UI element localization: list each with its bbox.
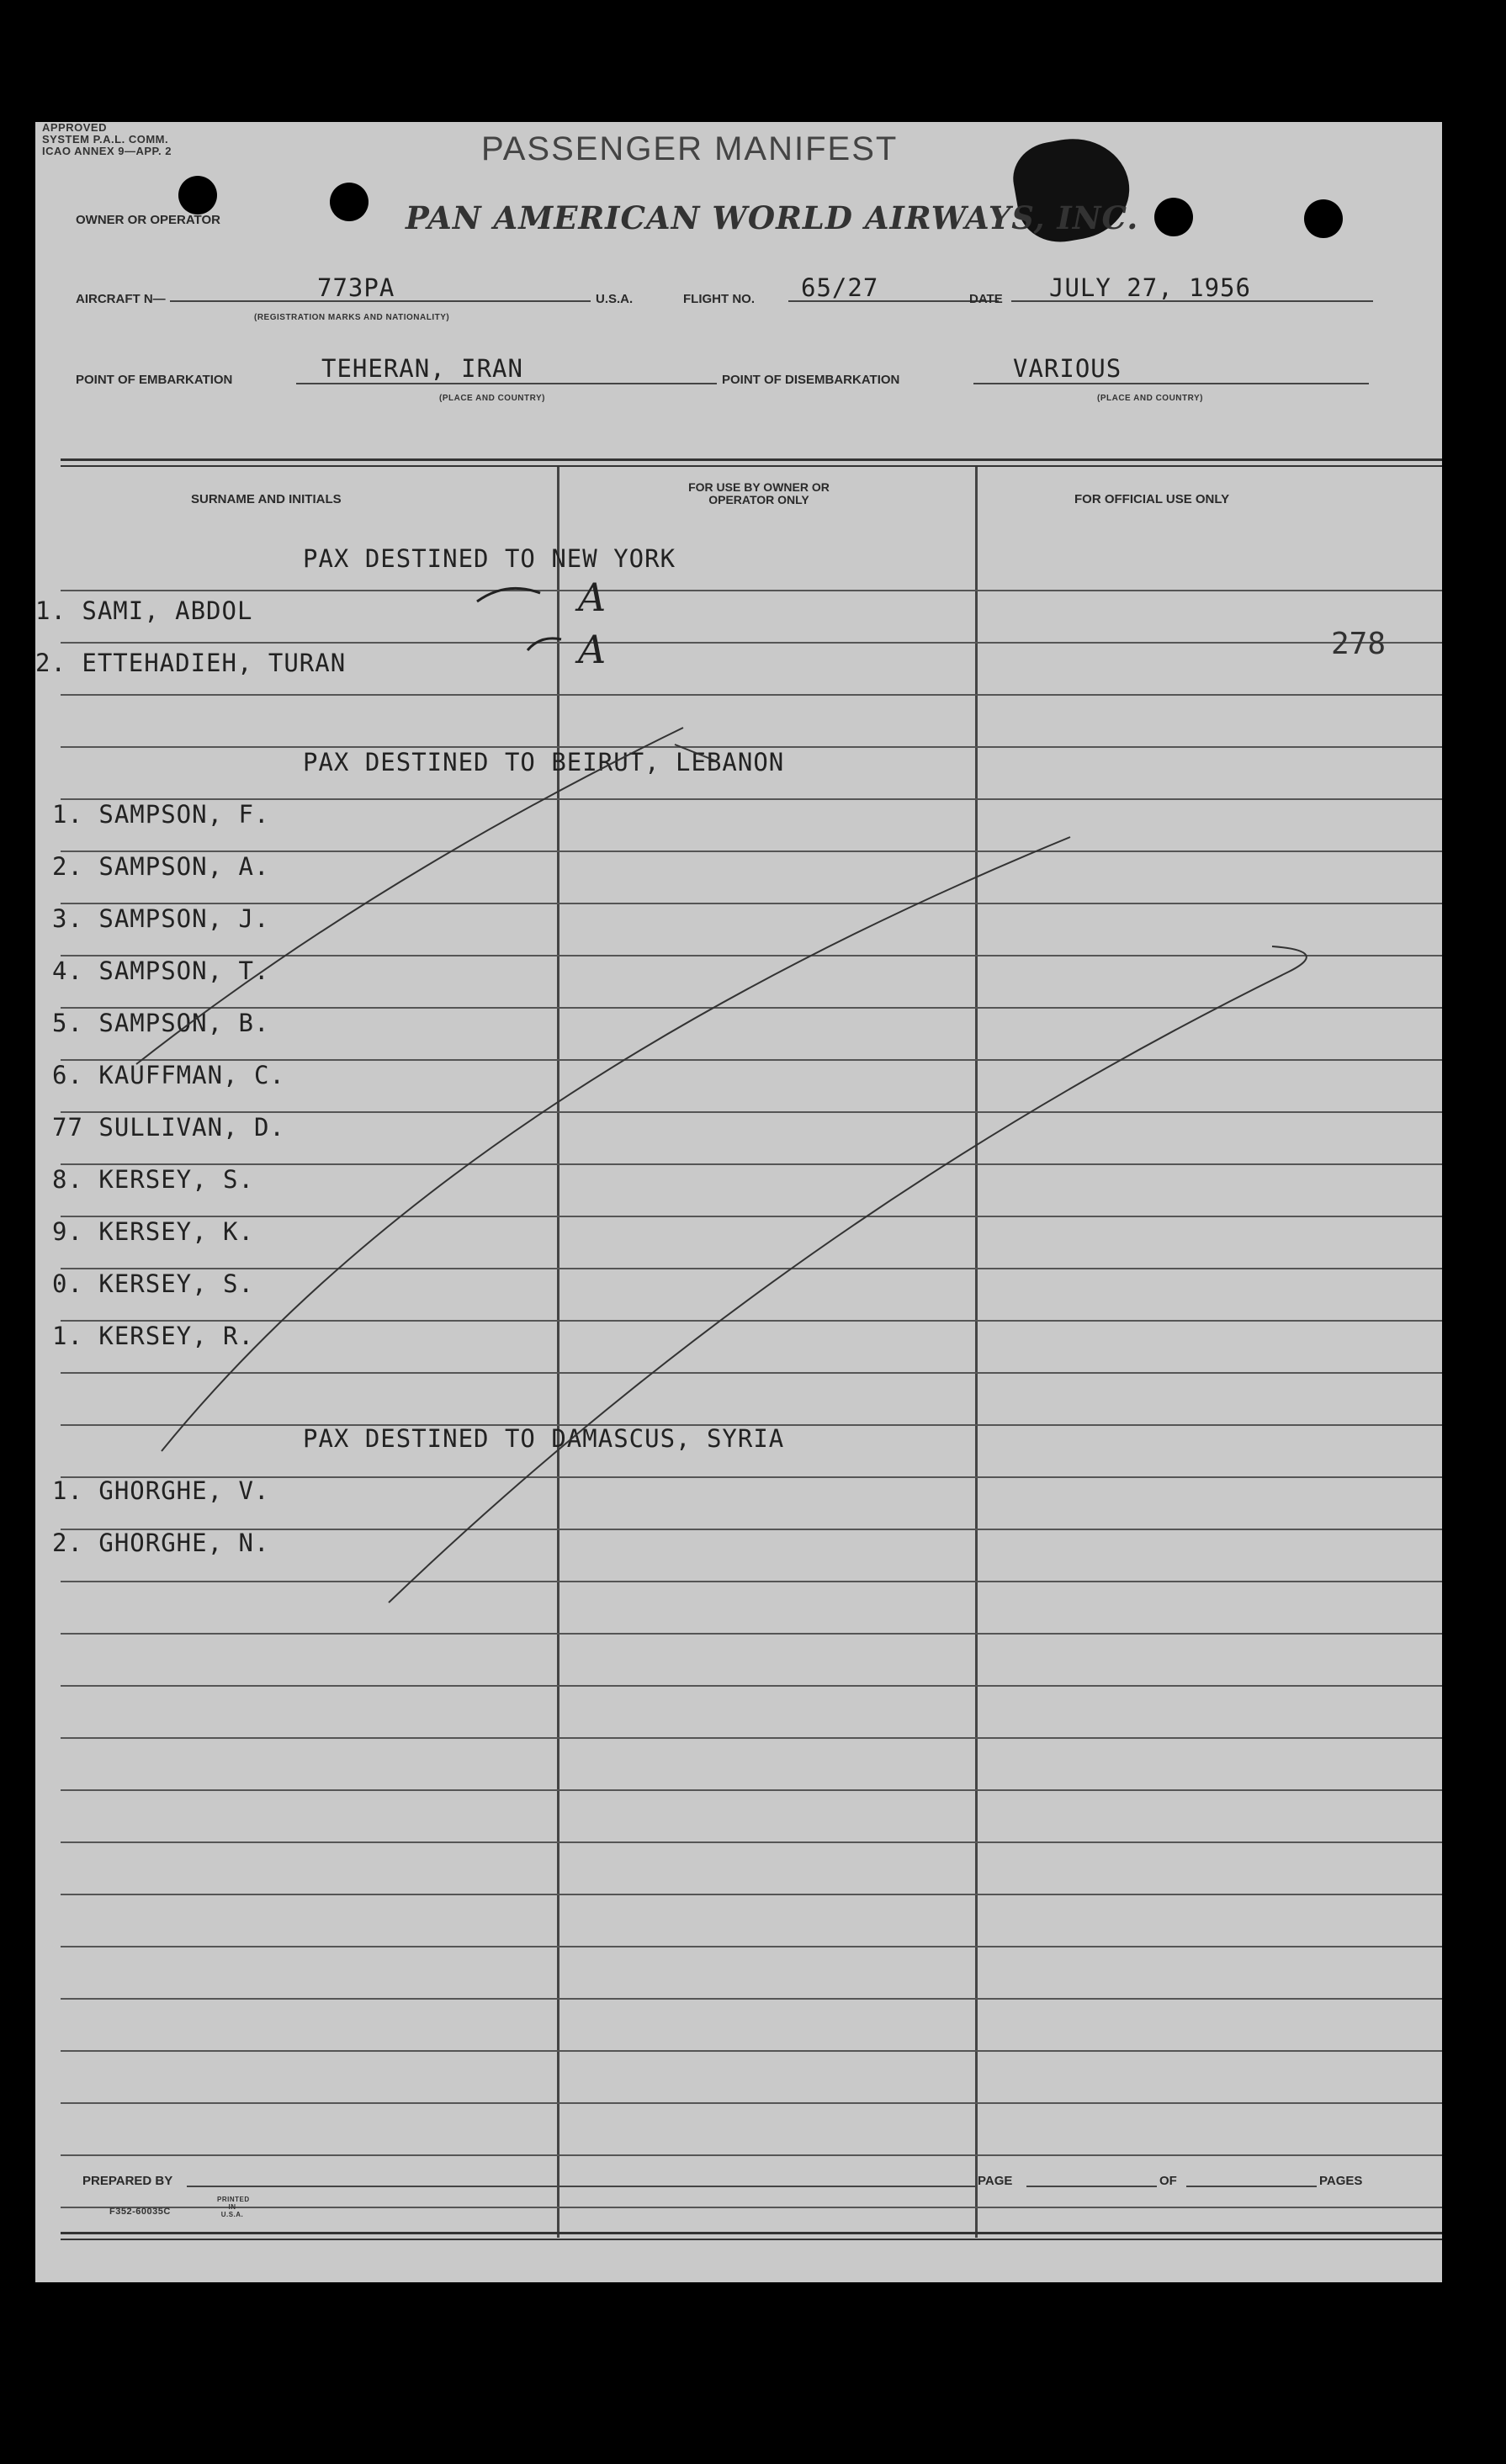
of-line bbox=[1186, 2186, 1317, 2187]
owner-label: OWNER OR OPERATOR bbox=[76, 213, 220, 227]
list-item: 1. SAMPSON, F. bbox=[52, 800, 270, 829]
approval-line: ICAO ANNEX 9—APP. 2 bbox=[42, 145, 172, 157]
date-label: DATE bbox=[969, 292, 1003, 306]
embark-value: TEHERAN, IRAN bbox=[321, 354, 523, 383]
official-note: 278 bbox=[1331, 627, 1387, 661]
list-item: 77 SULLIVAN, D. bbox=[52, 1113, 285, 1142]
col-surname: SURNAME AND INITIALS bbox=[191, 492, 342, 506]
aircraft-value: 773PA bbox=[317, 273, 395, 302]
list-item: 9. KERSEY, K. bbox=[52, 1217, 254, 1246]
list-item: 5. SAMPSON, B. bbox=[52, 1009, 270, 1037]
registration-caption: (REGISTRATION MARKS AND NATIONALITY) bbox=[254, 313, 450, 322]
list-item: 1. SAMI, ABDOL bbox=[35, 596, 253, 625]
of-label: OF bbox=[1159, 2174, 1177, 2188]
check-mark: A bbox=[578, 627, 607, 672]
approval-line: APPROVED bbox=[42, 121, 107, 134]
disembark-value: VARIOUS bbox=[1013, 354, 1122, 383]
table-bottom-rule bbox=[61, 2239, 1442, 2240]
list-item: 2. SAMPSON, A. bbox=[52, 852, 270, 881]
prepared-by-line bbox=[187, 2186, 978, 2187]
date-value: JULY 27, 1956 bbox=[1049, 273, 1251, 302]
flight-label: FLIGHT NO. bbox=[683, 292, 755, 306]
page-label: PAGE bbox=[978, 2174, 1013, 2188]
group-heading: PAX DESTINED TO BEIRUT, LEBANON bbox=[303, 748, 785, 776]
list-item: 8. KERSEY, S. bbox=[52, 1165, 254, 1194]
list-item: 0. KERSEY, S. bbox=[52, 1269, 254, 1298]
list-item: 1. GHORGHE, V. bbox=[52, 1476, 270, 1505]
form-code: F352-60035C bbox=[109, 2207, 171, 2217]
embark-caption: (PLACE AND COUNTRY) bbox=[439, 394, 545, 403]
manifest-sheet bbox=[35, 122, 1442, 2282]
prepared-by-label: PREPARED BY bbox=[82, 2174, 173, 2188]
list-item: 2. ETTEHADIEH, TURAN bbox=[35, 649, 347, 677]
usa-label: U.S.A. bbox=[596, 292, 634, 306]
table-bottom-rule bbox=[61, 2232, 1442, 2234]
page-line bbox=[1026, 2186, 1157, 2187]
list-item: 6. KAUFFMAN, C. bbox=[52, 1061, 285, 1089]
operator-name: PAN AMERICAN WORLD AIRWAYS, INC. bbox=[406, 199, 1139, 236]
list-item: 4. SAMPSON, T. bbox=[52, 956, 270, 985]
aircraft-label: AIRCRAFT N— bbox=[76, 292, 166, 306]
list-item: 1. KERSEY, R. bbox=[52, 1322, 254, 1350]
approval-line: SYSTEM P.A.L. COMM. bbox=[42, 133, 169, 146]
col-official-use: FOR OFFICIAL USE ONLY bbox=[1074, 492, 1230, 506]
disembark-caption: (PLACE AND COUNTRY) bbox=[1097, 394, 1203, 403]
disembark-label: POINT OF DISEMBARKATION bbox=[722, 373, 900, 387]
group-heading: PAX DESTINED TO DAMASCUS, SYRIA bbox=[303, 1424, 785, 1453]
pages-label: PAGES bbox=[1319, 2174, 1363, 2188]
check-mark: A bbox=[578, 575, 607, 620]
col-owner-use: FOR USE BY OWNER OR OPERATOR ONLY bbox=[688, 480, 830, 506]
list-item: 3. SAMPSON, J. bbox=[52, 904, 270, 933]
printed-stamp: PRINTED IN U.S.A. bbox=[217, 2196, 250, 2218]
pen-strokes bbox=[35, 122, 1442, 2282]
embark-label: POINT OF EMBARKATION bbox=[76, 373, 233, 387]
form-title: PASSENGER MANIFEST bbox=[481, 130, 899, 167]
flight-value: 65/27 bbox=[801, 273, 879, 302]
group-heading: PAX DESTINED TO NEW YORK bbox=[303, 544, 676, 573]
list-item: 2. GHORGHE, N. bbox=[52, 1529, 270, 1557]
